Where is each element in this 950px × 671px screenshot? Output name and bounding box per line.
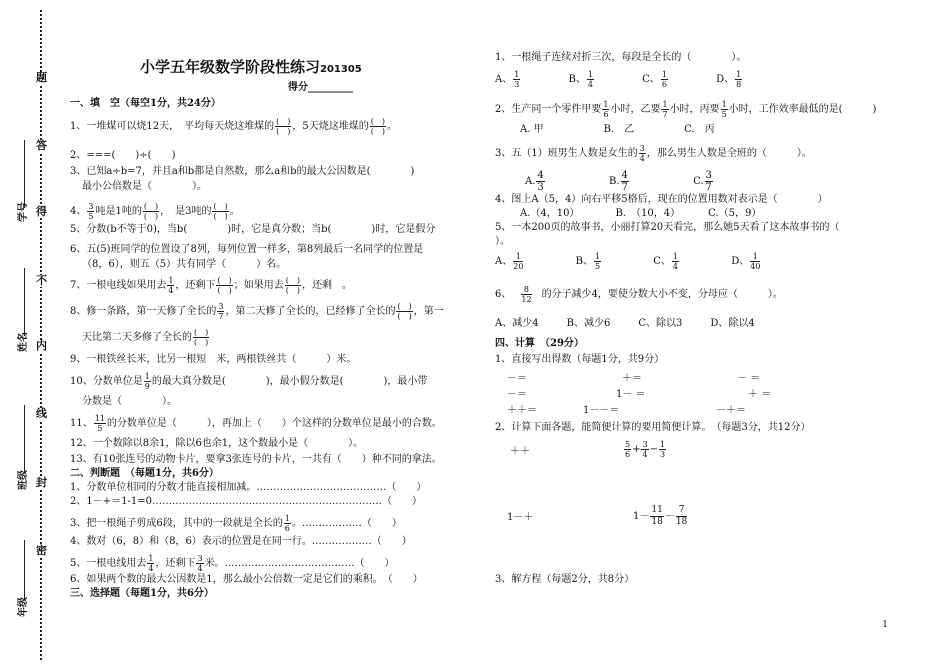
choice-5-options: A、 $\frac{1}{20}$ B、 $\frac{1}{5}$ C、 $\frac{1}{4}$ D、 $\frac{1}{40}$ <box>495 252 761 271</box>
judge-2: 2、1－+＝1-1=0……………………………………………………………（ ） <box>70 496 422 507</box>
choice-6-options: A、减少4 B、减少6 C、除以3 D、除以4 <box>495 318 755 329</box>
seal-char: 题 <box>36 71 47 84</box>
calc-3: 3、解方程（每题2分，共8分） <box>495 574 635 585</box>
choice-2: 2、生产同一个零件甲要 $\frac{1}{6}$ 小时，乙要 $\frac{1}{7}$ 小时，丙要 $\frac{1}{5}$ 小时，工作效率最低的是( ) <box>495 100 877 119</box>
section-true-false: 二、判断题 （每题1分，共6分） <box>70 468 219 479</box>
choice-6: 6、 $\frac{8}{12}$ 的分子减少4，要使分数大小不变，分母应（ ）。 <box>495 285 783 304</box>
calc-1-item: － ＝ <box>737 373 761 384</box>
choice-3-options: A. $\frac{4}{3}$ B. $\frac{4}{7}$ C. $\frac{3}{7}$ <box>525 170 712 193</box>
choice-2-options: A. 甲 B. 乙 C. 丙 <box>520 124 715 135</box>
choice-3: 3、五（1）班男生人数是女生的 $\frac{3}{4}$ ，那么男生人数是全班的（ ）。 <box>495 144 812 163</box>
grade-label: 年级 <box>18 597 29 617</box>
question-11: 11、 $\frac{11}{5}$ 的分数单位是（ ），再加上（ ）个这样的分数单位是最小的合数。 <box>70 414 442 433</box>
question-4: 4、 $\frac{3}{5}$ 吨是1吨的 $\frac{( )}{( )}$ ， 是3吨的 $\frac{( )}{( )}$ 。 <box>70 202 240 221</box>
name-label: 姓名 <box>18 332 29 352</box>
seal-char: 密 <box>36 544 47 557</box>
calc-1-item: 1－ ＝ <box>616 389 646 400</box>
calc-1-item: ＋＋＝ <box>507 405 537 416</box>
question-2: 2、===( )÷( ) <box>70 150 176 161</box>
judge-3: 3、把一根绳子剪成6段，其中的一段就是全长的 $\frac{1}{6}$ 。………………（ ） <box>70 514 402 533</box>
student-id-label: 学号 <box>18 202 29 222</box>
section-fill-blank: 一、填 空（每空1分，共24分） <box>70 98 221 109</box>
judge-6: 6、如果两个数的最大公因数是1，那么最小公倍数一定是它们的乘积。 （ ） <box>70 574 423 585</box>
calc-1-item: ＋ ＝ <box>748 389 772 400</box>
seal-dotted-line <box>40 10 42 660</box>
question-8-cont: 天比第二天多修了全长的 $\frac{( )}{( )}$ <box>82 328 209 347</box>
question-6-cont: （8，6），则五（5）共有同学（ ）名。 <box>82 259 287 270</box>
seal-char: 封 <box>36 476 47 489</box>
binding-margin <box>0 0 60 671</box>
judge-4: 4、数对（6，8）和（8，6）表示的位置是在同一行。………………（ ） <box>70 536 412 547</box>
question-5: 5、分数(b不等于0)，当b( )时，它是真分数；当b( )时，它是假分 <box>70 224 436 235</box>
question-10-cont: 分数是（ ）。 <box>82 396 177 407</box>
question-9: 9、一根铁丝长米，比另一根短 米，两根铁丝共（ ）米。 <box>70 354 357 365</box>
seal-char: 答 <box>36 139 47 152</box>
calc-2-d: 1－ $\frac{11}{18}$ － $\frac{7}{18}$ <box>633 505 688 527</box>
question-12: 12、一个数除以8余1，除以6也余1，这个数最小是（ ）。 <box>70 438 364 449</box>
seal-char: 得 <box>36 205 47 218</box>
question-13: 13、有10张连号的动物卡片，要拿3张连号的卡片，一共有（ ）种不同的拿法。 <box>70 454 442 465</box>
seal-char: 不 <box>36 274 47 287</box>
choice-1-options: A、 $\frac{1}{3}$ B、 $\frac{1}{4}$ C、 $\frac{1}{6}$ D、 $\frac{1}{8}$ <box>495 70 742 89</box>
choice-1: 1、一根绳子连续对折三次，每段是全长的（ ）。 <box>495 52 747 63</box>
calc-2-b: $\frac{5}{6}$ + $\frac{3}{4}$ − $\frac{1}{3}$ <box>625 440 666 459</box>
question-3: 3、已知a÷b=7，并且a和b都是自然数，那么a和b的最大公因数是( ) <box>70 166 415 177</box>
choice-4: 4、图上A（5，4）向右平移5格后，现在的位置用数对表示是（ ） <box>495 194 828 205</box>
choice-5-cont: ）。 <box>495 236 510 247</box>
calc-1-item: ＋＝ <box>622 373 642 384</box>
page-number: 1 <box>882 620 888 630</box>
question-1: 1、一堆煤可以烧12天， 平均每天烧这堆煤的 $\frac{( )}{( )}$ ，5天烧这堆煤的 $\frac{( )}{( )}$ 。 <box>70 117 397 136</box>
calc-1-item: －＋＝ <box>716 405 746 416</box>
seal-char: 线 <box>36 407 47 420</box>
judge-5: 5、一根电线用去 $\frac{1}{4}$ ，还剩下 $\frac{3}{4}$ 米。…………………………………（ ） <box>70 554 395 573</box>
calc-2: 2、计算下面各题，能简便计算的要用简便计算。 （每题3分，共12分） <box>495 422 811 433</box>
calc-1-item: 1－－＝ <box>583 405 620 416</box>
question-7: 7、一根电线如果用去 $\frac{1}{4}$ ，还剩下 $\frac{( )}{( )}$ ；如果用去 $\frac{( )}{( )}$ ，还剩 。 <box>70 276 352 295</box>
question-6: 6、五(5)班同学的位置设了8列，每列位置一样多，第8列最后一名同学的位置是 <box>70 244 424 255</box>
judge-1: 1、分数单位相同的分数才能直接相加减。…………………………………（ ） <box>70 482 427 493</box>
calc-2-a: ＋＋ <box>510 446 530 457</box>
calc-1: 1、直接写出得数（每题1分，共9分） <box>495 354 665 365</box>
question-8: 8、修一条路，第一天修了全长的 $\frac{3}{7}$ ，第二天修了全长的，已经修了全长的 $\frac{( )}{( )}$ ，第一 <box>70 302 444 321</box>
exam-title: 小学五年级数学阶段性练习201305 <box>140 58 362 76</box>
choice-4-options: A.（4，10） B. （10，4） C.（5，9） <box>520 208 762 219</box>
class-label: 班级 <box>18 470 29 490</box>
choice-5: 5、一本200页的故事书，小丽打算20天看完，那么她5天看了这本故事书的（ <box>495 222 840 233</box>
question-10: 10、分数单位是 $\frac{1}{9}$ 的最大真分数是( )，最小假分数是( )，最小带 <box>70 372 428 391</box>
question-3-cont: 最小公倍数是（ ）。 <box>82 181 207 192</box>
calc-2-c: 1－＋ <box>507 512 534 523</box>
section-multiple-choice: 三、选择题（每题1分，共6分） <box>70 588 214 599</box>
section-calculation: 四、计算 （29分） <box>495 338 584 349</box>
score-line: 得分_________ <box>288 82 353 93</box>
calc-1-item: －＝ <box>507 373 527 384</box>
calc-1-item: －＝ <box>507 389 527 400</box>
seal-char: 内 <box>36 339 47 352</box>
